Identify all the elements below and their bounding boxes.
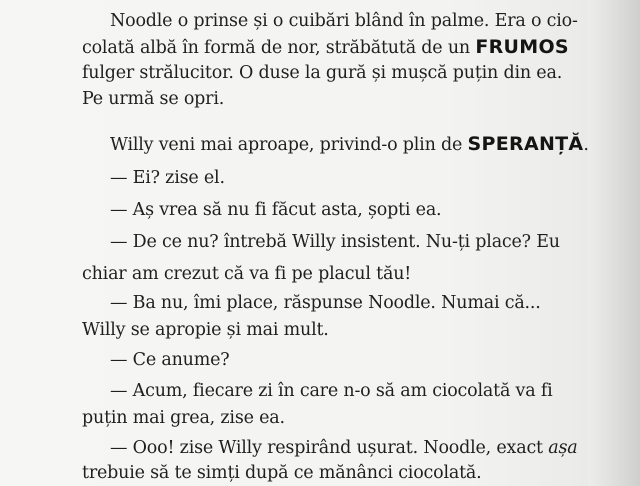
- text-line-8: — De ce nu? întrebă Willy insistent. Nu-ți place? Eu: [110, 232, 560, 252]
- text-line-14: puțin mai grea, zise ea.: [82, 408, 285, 428]
- text-line-16: trebuie să te simți după ce mănânci ciocolată.: [82, 463, 482, 483]
- text-line-3: fulger strălucitor. O duse la gură și mușcă puțin din ea.: [82, 63, 563, 83]
- text-line-12: — Ce anume?: [110, 350, 230, 370]
- text-line-9: chiar am crezut că va fi pe placul tău!: [82, 264, 412, 284]
- text-line-5: Willy veni mai aproape, privind-o plin de SPERANȚĂ.: [110, 133, 589, 155]
- text-line-4: Pe urmă se opri.: [82, 89, 225, 109]
- text-line-2: colată albă în formă de nor, străbătută de un FRUMOS: [82, 36, 569, 58]
- text-line-11: Willy se apropie și mai mult.: [82, 320, 329, 340]
- text-line-1: Noodle o prinse și o cuibări blând în palme. Era o cio-: [110, 11, 578, 31]
- italic-asa: așa: [548, 438, 578, 458]
- page-gutter-shadow: [588, 0, 640, 486]
- text-line-15: — Ooo! zise Willy respirând ușurat. Noodle, exact așa: [110, 438, 578, 458]
- text-line-7: — Aș vrea să nu fi făcut asta, șopti ea.: [110, 200, 442, 220]
- text-line-10: — Ba nu, îmi place, răspunse Noodle. Numai că...: [110, 293, 541, 313]
- text-line-13: — Acum, fiecare zi în care n-o să am ciocolată va fi: [110, 381, 553, 401]
- emphasis-frumos: FRUMOS: [475, 36, 569, 58]
- emphasis-speranta: SPERANȚĂ: [467, 133, 584, 155]
- text-line-6: — Ei? zise el.: [110, 168, 225, 188]
